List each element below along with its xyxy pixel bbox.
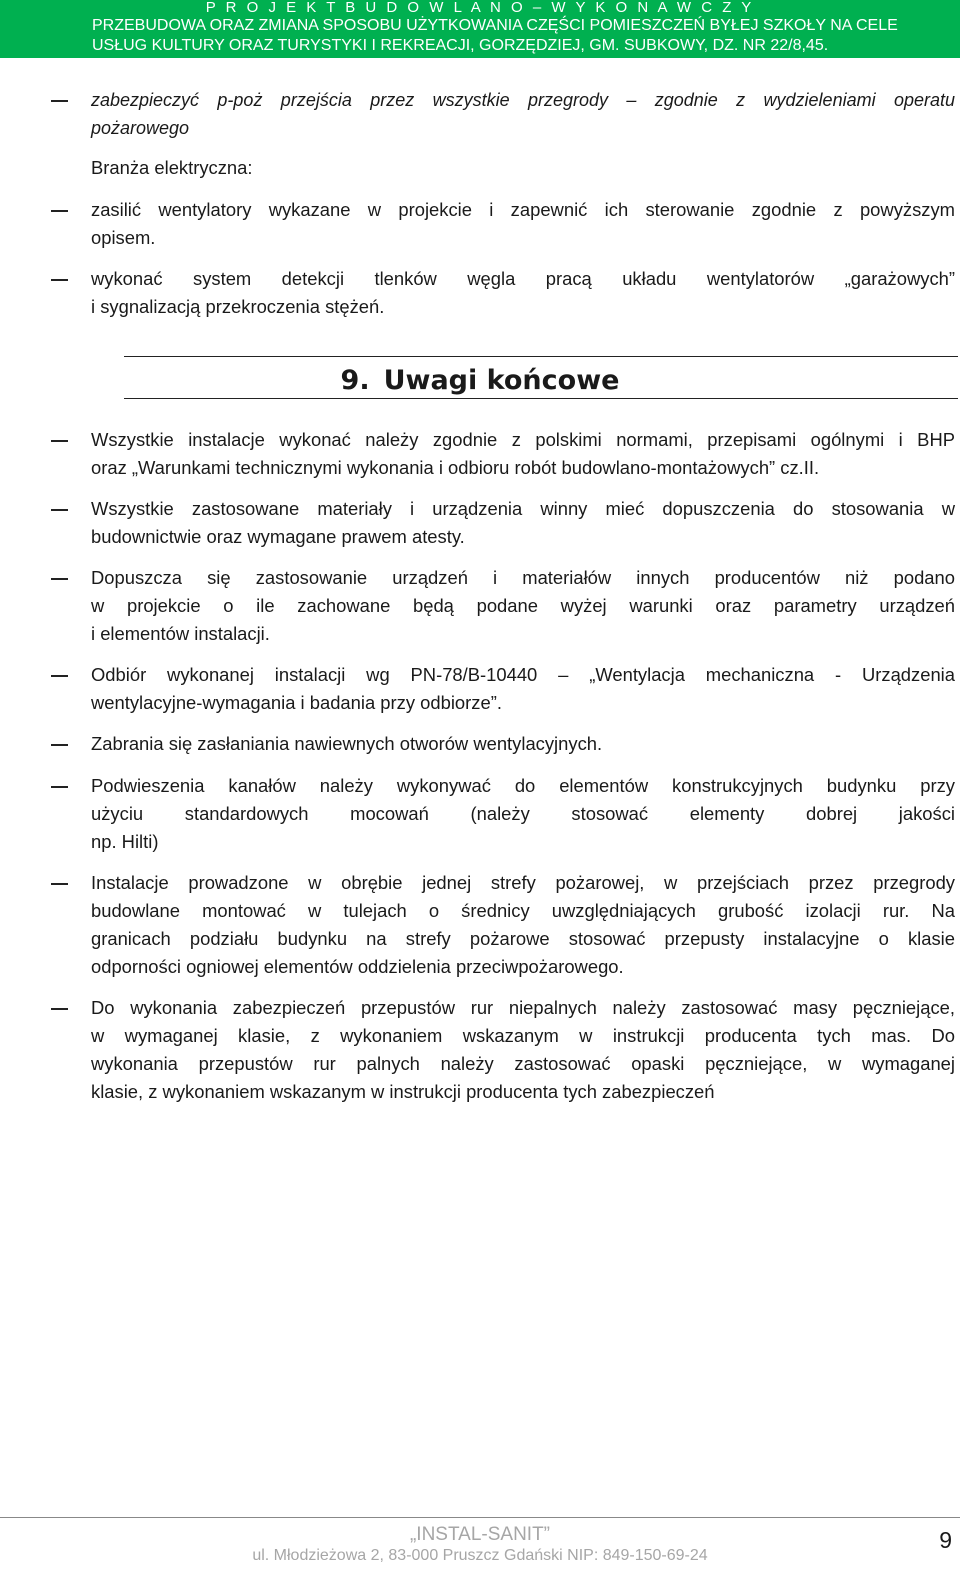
- list-dash: [51, 279, 68, 281]
- list-dash: [51, 509, 68, 511]
- remark-text: w projekcie o ile zachowane będą podane wyżej warunki oraz parametry urządzeń: [91, 595, 955, 616]
- list-dash: [51, 440, 68, 442]
- section-title: Uwagi końcowe: [383, 365, 620, 396]
- remark-text: Wszystkie zastosowane materiały i urządzenia winny mieć dopuszczenia do stosowania w: [91, 498, 955, 519]
- remark-text: wykonania przepustów rur palnych należy zastosować opaski pęczniejące, w wymaganej: [91, 1053, 955, 1074]
- header-title-line1: PRZEBUDOWA ORAZ ZMIANA SPOSOBU UŻYTKOWANIA CZĘŚCI POMIESZCZEŃ BYŁEJ SZKOŁY NA CELE: [92, 17, 898, 34]
- list-item-text: i sygnalizacją przekroczenia stężeń.: [91, 296, 385, 317]
- header-title-line2: USŁUG KULTURY ORAZ TURYSTYKI I REKREACJI, GORZĘDZIEJ, GM. SUBKOWY, DZ. NR 22/8,45.: [92, 37, 829, 54]
- remark-text: granicach podziału budynku na strefy pożarowe stosować przepusty instalacyjne o klasie: [91, 928, 955, 949]
- remark-text: budownictwie oraz wymagane prawem atesty.: [91, 526, 465, 547]
- remark-text: Zabrania się zasłaniania nawiewnych otworów wentylacyjnych.: [91, 733, 603, 754]
- list-dash: [51, 578, 68, 580]
- remark-text: Dopuszcza się zastosowanie urządzeń i materiałów innych producentów niż podano: [91, 567, 955, 588]
- remark-text: wentylacyjne-wymagania i badania przy odbiorze”.: [91, 692, 502, 713]
- remark-text: odporności ogniowej elementów oddzielenia przeciwpożarowego.: [91, 956, 624, 977]
- remark-text: w wymaganej klasie, z wykonaniem wskazanym w instrukcji producenta tych mas. Do: [91, 1025, 955, 1046]
- list-dash: [51, 744, 68, 746]
- section-number: 9.: [340, 365, 370, 396]
- remark-text: Odbiór wykonanej instalacji wg PN-78/B-10440 – „Wentylacja mechaniczna - Urządzenia: [91, 664, 955, 685]
- list-dash: [51, 1008, 68, 1010]
- remark-text: oraz „Warunkami technicznymi wykonania i odbioru robót budowlano-montażowych” cz.II.: [91, 457, 820, 478]
- section-rule-bottom: [124, 398, 958, 399]
- footer-company: „INSTAL-SANIT”: [409, 1524, 551, 1545]
- list-item-text: zasilić wentylatory wykazane w projekcie i zapewnić ich sterowanie zgodnie z powyższym: [91, 199, 955, 220]
- remark-text: użyciu standardowych mocowań (należy stosować elementy dobrej jakości: [91, 803, 955, 824]
- footer-address: ul. Młodzieżowa 2, 83-000 Pruszcz Gdański NIP: 849-150-69-24: [252, 1547, 708, 1564]
- list-item-text: zabezpieczyć p-poż przejścia przez wszystkie przegrody – zgodnie z wydzieleniami operatu: [91, 90, 955, 110]
- remark-text: Wszystkie instalacje wykonać należy zgodnie z polskimi normami, przepisami ogólnymi i BHP: [91, 429, 955, 450]
- branch-label: Branża elektryczna:: [91, 157, 253, 178]
- section-rule-top: [124, 356, 958, 357]
- list-item-text: opisem.: [91, 227, 156, 248]
- list-dash: [51, 786, 68, 788]
- remark-text: i elementów instalacji.: [91, 623, 270, 644]
- remark-text: budowlane montować w tulejach o średnicy uwzględniających grubość izolacji rur. Na: [91, 900, 955, 921]
- remark-text: klasie, z wykonaniem wskazanym w instrukcji producenta tych zabezpieczeń: [91, 1081, 715, 1102]
- remark-text: Podwieszenia kanałów należy wykonywać do elementów konstrukcyjnych budynku przy: [91, 775, 955, 796]
- list-dash: [51, 675, 68, 677]
- footer-rule: [0, 1517, 960, 1518]
- document-header: [0, 0, 960, 58]
- remark-text: Instalacje prowadzone w obrębie jednej strefy pożarowej, w przejściach przez przegrody: [91, 872, 955, 893]
- list-item-text: pożarowego: [91, 118, 190, 138]
- remark-text: np. Hilti): [91, 831, 159, 852]
- list-dash: [51, 100, 68, 102]
- section-heading: [0, 364, 960, 398]
- header-project-type: P R O J E K T B U D O W L A N O – W Y K O N A W C Z Y: [205, 0, 755, 16]
- list-dash: [51, 883, 68, 885]
- page-number: 9: [939, 1527, 952, 1553]
- list-dash: [51, 210, 68, 212]
- list-item-text: wykonać system detekcji tlenków węgla pracą układu wentylatorów „garażowych”: [91, 268, 955, 289]
- remark-text: Do wykonania zabezpieczeń przepustów rur niepalnych należy zastosować masy pęczniejące,: [91, 997, 955, 1018]
